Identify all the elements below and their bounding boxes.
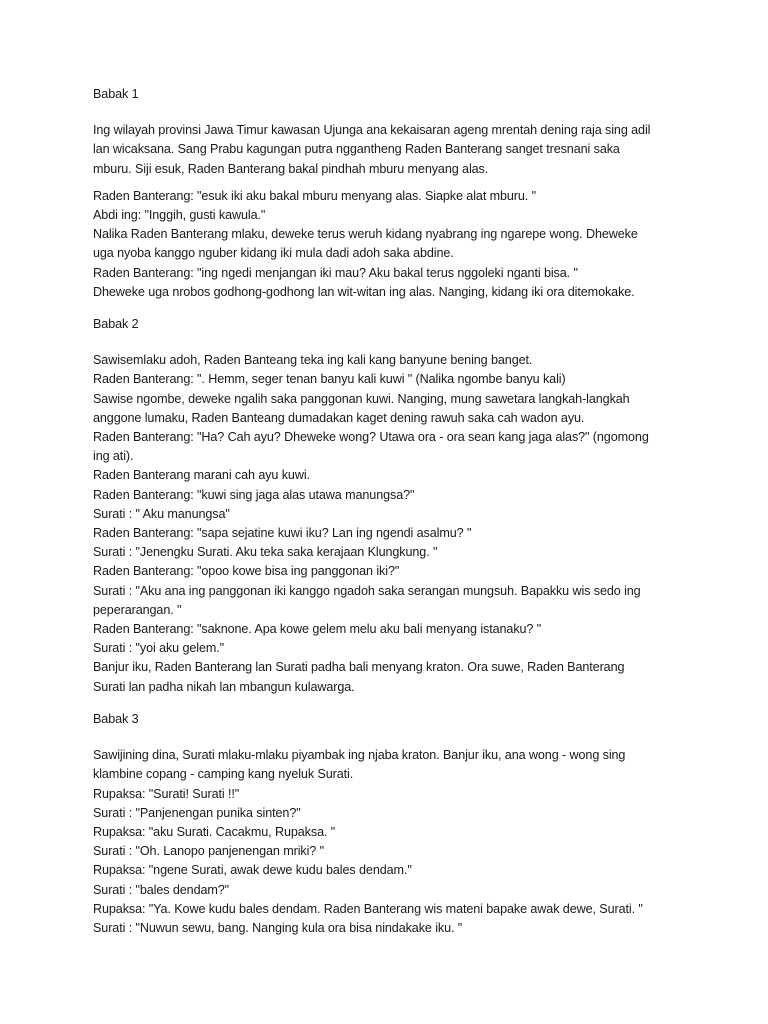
text-line: Surati : "Oh. Lanopo panjenengan mriki? "	[93, 844, 324, 859]
text-line: Surati : "yoi aku gelem."	[93, 641, 225, 656]
paragraph	[93, 121, 708, 179]
text-line: Nalika Raden Banterang mlaku, deweke terus weruh kidang nyabrang ing ngarepe wong. Dheweke	[93, 227, 638, 242]
section-babak-1	[93, 85, 708, 302]
text-line: Raden Banterang: "Ha? Cah ayu? Dheweke wong? Utawa ora - ora sean kang jaga alas?" (ngomong	[93, 430, 649, 445]
text-line: uga nyoba kanggo nguber kidang iki mula dadi adoh saka abdine.	[93, 246, 454, 261]
section-babak-2	[93, 315, 708, 697]
text-line: Surati : "Panjenengan punika sinten?"	[93, 805, 301, 820]
text-line: Raden Banterang: "esuk iki aku bakal mburu menyang alas. Siapke alat mburu. "	[93, 188, 536, 203]
text-line: Sawise ngombe, deweke ngalih saka panggonan kuwi. Nanging, mung sawetara langkah-langkah	[93, 391, 630, 406]
text-line: Rupaksa: "Ya. Kowe kudu bales dendam. Raden Banterang wis mateni bapake awak dewe, Surati. "	[93, 901, 643, 916]
text-line: Raden Banterang: "ing ngedi menjangan iki mau? Aku bakal terus nggoleki nganti bisa. "	[93, 265, 578, 280]
text-line: klambine copang - camping kang nyeluk Surati.	[93, 767, 354, 782]
section-heading: Babak 1	[93, 87, 139, 101]
text-line: Raden Banterang: "kuwi sing jaga alas utawa manungsa?"	[93, 487, 415, 502]
text-line: Rupaksa: "Surati! Surati !!"	[93, 786, 240, 801]
text-line: Rupaksa: "ngene Surati, awak dewe kudu bales dendam."	[93, 863, 412, 878]
paragraph	[93, 351, 708, 697]
text-line: Ing wilayah provinsi Jawa Timur kawasan Ujunga ana kekaisaran ageng mrentah dening raja sing adil	[93, 123, 651, 138]
paragraph	[93, 746, 708, 938]
text-line: mburu. Siji esuk, Raden Banterang bakal pindhah mburu menyang alas.	[93, 161, 489, 176]
text-line: peperarangan. "	[93, 602, 182, 617]
text-line: Raden Banterang: "sapa sejatine kuwi iku? Lan ing ngendi asalmu? "	[93, 526, 472, 541]
text-line: Surati : "Aku ana ing panggonan iki kanggo ngadoh saka serangan mungsuh. Bapakku wis sedo ing	[93, 583, 641, 598]
text-line: lan wicaksana. Sang Prabu kagungan putra nggantheng Raden Banterang sanget tresnani saka	[93, 142, 620, 157]
paragraph	[93, 187, 708, 302]
text-line: Abdi ing: "Inggih, gusti kawula."	[93, 208, 266, 223]
text-line: Raden Banterang marani cah ayu kuwi.	[93, 468, 310, 483]
text-line: Banjur iku, Raden Banterang lan Surati padha bali menyang kraton. Ora suwe, Raden Banterang	[93, 660, 625, 675]
section-heading: Babak 2	[93, 317, 139, 332]
text-line: Sawijining dina, Surati mlaku-mlaku piyambak ing njaba kraton. Banjur iku, ana wong - wong sing	[93, 748, 626, 763]
text-line: Rupaksa: "aku Surati. Cacakmu, Rupaksa. "	[93, 824, 336, 839]
text-line: Surati : "Nuwun sewu, bang. Nanging kula ora bisa nindakake iku. "	[93, 920, 463, 935]
text-line: Raden Banterang: "opoo kowe bisa ing panggonan iki?"	[93, 564, 400, 579]
section-babak-3	[93, 710, 708, 938]
section-heading: Babak 3	[93, 711, 139, 726]
text-line: Raden Banterang: "saknone. Apa kowe gelem melu aku bali menyang istanaku? "	[93, 622, 542, 637]
text-line: Dheweke uga nrobos godhong-godhong lan wit-witan ing alas. Nanging, kidang iki ora ditemokake.	[93, 284, 635, 299]
text-line: ing ati).	[93, 449, 134, 464]
text-line: Sawisemlaku adoh, Raden Banteang teka ing kali kang banyune bening banget.	[93, 353, 533, 368]
text-line: anggone lumaku, Raden Banteang dumadakan kaget dening rawuh saka cah wadon ayu.	[93, 410, 585, 425]
text-line: Surati lan padha nikah lan mbangun kulawarga.	[93, 679, 355, 694]
text-line: Surati : " Aku manungsa"	[93, 506, 230, 521]
text-line: Surati : "Jenengku Surati. Aku teka saka kerajaan Klungkung. "	[93, 545, 438, 560]
text-line: Raden Banterang: ". Hemm, seger tenan banyu kali kuwi " (Nalika ngombe banyu kali)	[93, 372, 566, 387]
text-line: Surati : "bales dendam?"	[93, 882, 230, 897]
